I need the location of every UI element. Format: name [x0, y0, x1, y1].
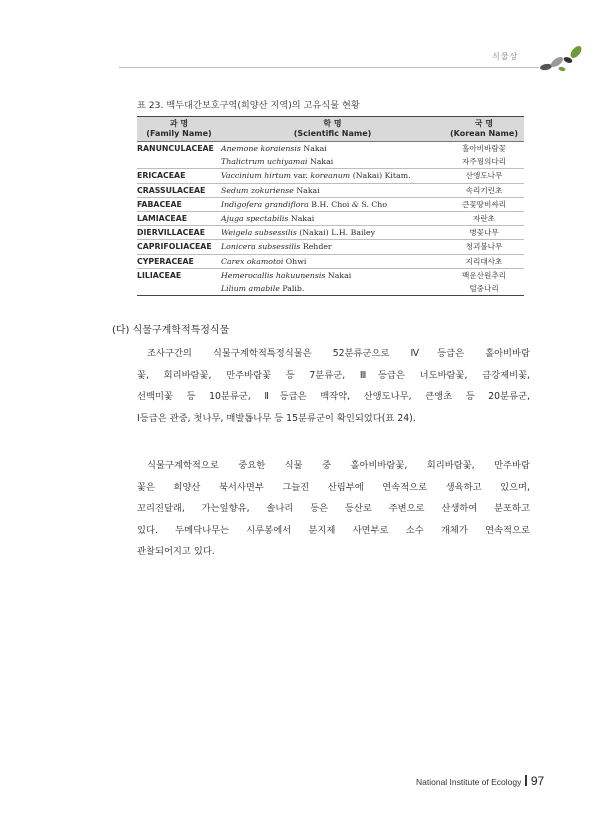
scientific-name-cell — [221, 183, 444, 197]
scientific-name-cell — [221, 169, 444, 183]
scientific-author: Nakai — [307, 157, 334, 167]
scientific-author: Nakai — [288, 214, 315, 224]
paragraph-line: 꽃은 희양산 북서사면부 그늘진 산림부에 연속적으로 생육하고 있으며, — [137, 481, 530, 493]
table-row — [137, 169, 524, 183]
footer-institute: National Institute of Ecology — [416, 777, 522, 787]
paragraph-line: 있다. 두메닥나무는 시루봉에서 분지제 사면부로 소수 개체가 연속적으로 — [137, 524, 530, 536]
table-row — [137, 268, 524, 282]
header-scientific — [221, 117, 444, 142]
family-cell: RANUNCULACEAE — [137, 144, 214, 154]
header-family-ko: 과 명 — [169, 119, 189, 128]
scientific-name-cell — [221, 155, 444, 169]
header-rule — [119, 67, 539, 68]
running-header-section: 식물상 — [492, 52, 519, 61]
family-cell: ERICACEAE — [137, 169, 221, 183]
table-row — [137, 240, 524, 254]
table-row — [137, 254, 524, 268]
scientific-name-cell — [221, 282, 444, 296]
paragraph-line: 식물구계학적으로 중요한 식물 중 홀아비바람꽃, 회리바람꽃, 만주바람 — [147, 460, 530, 471]
scientific-name-italic: Anemone koraiensis — [221, 144, 301, 154]
family-cell: CYPERACEAE — [137, 254, 221, 268]
scientific-name-italic: Lonicera subsessilis — [221, 242, 301, 252]
table-body — [137, 142, 524, 296]
scientific-name-cell — [221, 142, 444, 156]
scientific-author: Palib. — [279, 283, 305, 293]
table-caption: 표 23. 백두대간보호구역(희양산 지역)의 고유식물 현황 — [137, 100, 360, 111]
table-row — [137, 226, 524, 240]
korean-name-cell: 자란초 — [444, 211, 524, 225]
scientific-name-italic: Carex okamotoi — [221, 256, 284, 266]
korean-name-cell: 자주꿩의다리 — [461, 157, 506, 167]
scientific-name-cell — [221, 254, 444, 268]
paragraph-line: 선백미꽃 등 10분류군, Ⅱ등급은 백작약, 산앵도나무, 큰앵초 등 20분류군, — [137, 391, 530, 402]
page-number: 97 — [530, 774, 545, 788]
family-cell: CRASSULACEAE — [137, 183, 221, 197]
family-cell: LAMIACEAE — [137, 211, 221, 225]
scientific-author-2: (Nakai) Kitam. — [350, 171, 411, 181]
table-row — [137, 142, 524, 156]
scientific-author: (Nakai) L.H. Bailey — [296, 228, 376, 238]
scientific-author: var. — [291, 171, 311, 181]
scientific-name-italic-2: & — [351, 199, 359, 209]
scientific-name-cell — [221, 268, 444, 282]
scientific-name-italic: Vaccinium hirtum — [221, 171, 291, 181]
family-cell: LILIACEAE — [137, 268, 221, 282]
korean-name-cell: 큰꽃땅비싸리 — [444, 197, 524, 211]
scientific-author: B.H. Choi — [308, 199, 352, 209]
korean-name-cell: 백운산원추리 — [444, 268, 524, 282]
page-footer — [416, 774, 544, 788]
table-row — [137, 197, 524, 211]
paragraph-line: 꽃, 회리바람꽃, 만주바람꽃 등 7분류군, Ⅲ등급은 너도바람꽃, 금강제비꽃, — [137, 369, 530, 381]
scientific-name-cell — [221, 197, 444, 211]
family-cell — [137, 155, 221, 169]
scientific-name-cell — [221, 240, 444, 254]
scientific-name-italic: Thalictrum uchiyamai — [221, 157, 308, 167]
family-cell: FABACEAE — [137, 197, 221, 211]
scientific-author: Nakai — [293, 185, 320, 195]
scientific-name-italic: Hemerocallis hakuunensis — [221, 270, 326, 280]
scientific-name-italic-2: koreanum — [310, 171, 351, 181]
scientific-name-italic: Weigela subsessilis — [221, 228, 297, 238]
footer-divider — [525, 775, 527, 786]
paragraph-2 — [137, 455, 530, 563]
korean-name-cell: 산앵도나무 — [444, 169, 524, 183]
header-korean — [444, 117, 524, 142]
scientific-name-cell — [221, 226, 444, 240]
table-row — [137, 183, 524, 197]
endemic-plants-table — [137, 116, 524, 296]
header-family — [137, 117, 221, 142]
korean-name-cell: 병꽃나무 — [444, 226, 524, 240]
family-cell — [137, 282, 221, 296]
scientific-author: Ohwi — [283, 256, 307, 266]
header-korean-en: (Korean Name) — [450, 129, 518, 138]
korean-name-cell: 청괴불나무 — [444, 240, 524, 254]
leaf-decoration-icon — [538, 40, 584, 74]
paragraph-line: Ⅰ등급은 관중, 첫나무, 매발톱나무 등 15분류군이 확인되었다(표 24). — [137, 412, 416, 424]
header-korean-ko: 국 명 — [474, 119, 494, 128]
scientific-author-2: S. Cho — [358, 199, 388, 209]
scientific-name-italic: Ajuga spectabilis — [221, 214, 289, 224]
korean-name-cell: 홀아비바람꽃 — [461, 144, 506, 154]
table-row — [137, 282, 524, 296]
scientific-name-italic: Indigofera grandiflora — [221, 199, 309, 209]
korean-name-cell: 지리대사초 — [444, 254, 524, 268]
scientific-author: Rehder — [300, 242, 332, 252]
paragraph-line: 꼬리진달래, 가는잎향유, 솔나리 등은 등산로 주변으로 산생하여 분포하고 — [137, 503, 530, 514]
table-row — [137, 211, 524, 225]
family-cell: DIERVILLACEAE — [137, 226, 221, 240]
header-scientific-ko: 학 명 — [323, 119, 342, 128]
scientific-author: Nakai — [300, 144, 327, 154]
korean-name-cell: 털중나리 — [444, 282, 524, 296]
table-header-row — [137, 117, 524, 142]
scientific-name-italic: Lilium amabile — [221, 283, 280, 293]
korean-name-cell: 속리기린초 — [444, 183, 524, 197]
header-family-en: (Family Name) — [146, 129, 212, 138]
table-row — [137, 155, 524, 169]
paragraph-1 — [137, 343, 530, 429]
scientific-name-cell — [221, 211, 444, 225]
paragraph-line: 관찰되어지고 있다. — [137, 546, 215, 557]
scientific-name-italic: Sedum zokuriense — [221, 185, 294, 195]
family-cell: CAPRIFOLIACEAE — [137, 240, 221, 254]
scientific-author: Nakai — [325, 270, 352, 280]
section-heading: (다) 식물구계학적특정식물 — [112, 325, 230, 336]
header-scientific-en: (Scientific Name) — [293, 129, 372, 138]
paragraph-line: 조사구간의 식물구계학적특정식물은 52분류군으로 Ⅳ등급은 홀아비바람 — [147, 348, 530, 359]
